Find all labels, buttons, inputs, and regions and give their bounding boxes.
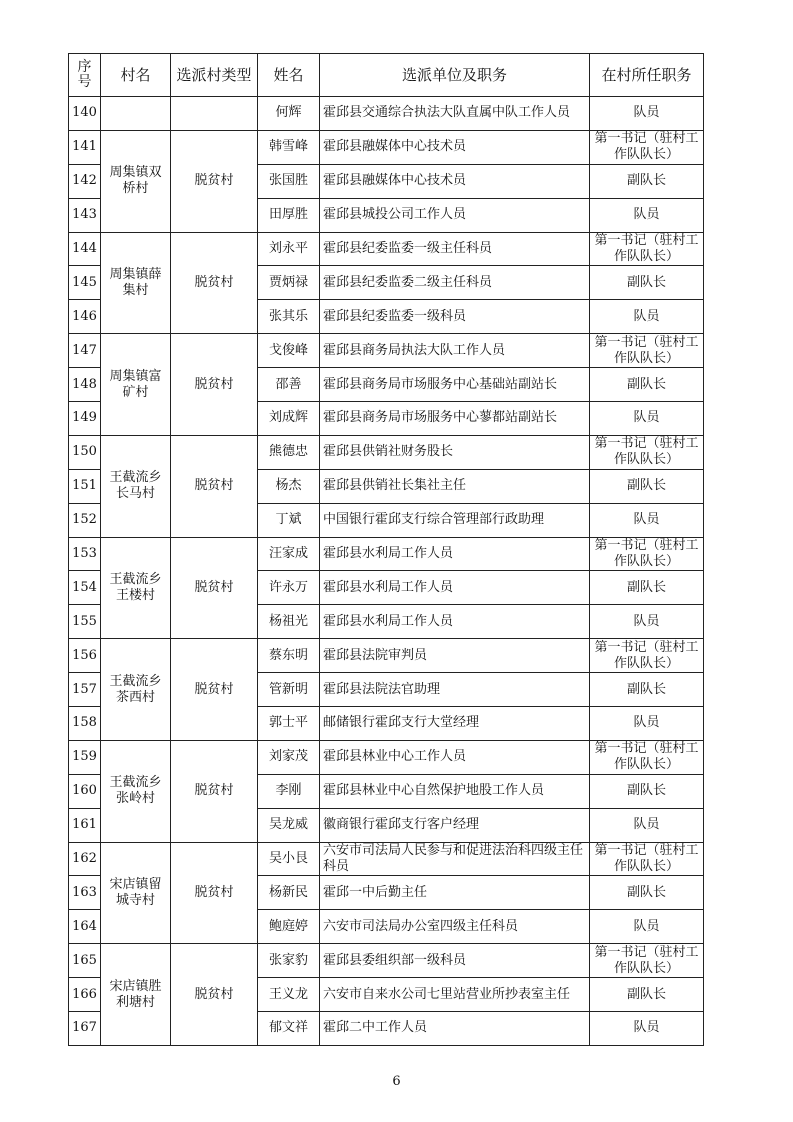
row-index: 162 — [69, 842, 101, 876]
row-index: 141 — [69, 130, 101, 164]
village-post: 副队长 — [590, 774, 704, 808]
village-post: 副队长 — [590, 266, 704, 300]
row-index: 151 — [69, 469, 101, 503]
dispatch-unit: 霍邱县供销社财务股长 — [320, 435, 590, 469]
row-index: 163 — [69, 876, 101, 910]
row-index: 161 — [69, 808, 101, 842]
person-name: 蔡东明 — [258, 639, 320, 673]
village-name: 王截流乡长马村 — [101, 435, 171, 537]
row-index: 158 — [69, 707, 101, 741]
village-post: 队员 — [590, 300, 704, 334]
table-row — [69, 435, 704, 469]
village-post: 队员 — [590, 910, 704, 944]
row-index: 153 — [69, 537, 101, 571]
village-post: 副队长 — [590, 876, 704, 910]
person-name: 郁文祥 — [258, 1012, 320, 1046]
table-row — [69, 130, 704, 164]
person-name: 张家豹 — [258, 944, 320, 978]
dispatch-unit: 霍邱县林业中心自然保护地股工作人员 — [320, 774, 590, 808]
dispatch-unit: 霍邱县水利局工作人员 — [320, 537, 590, 571]
row-index: 159 — [69, 740, 101, 774]
table-row — [69, 97, 704, 131]
dispatch-unit: 中国银行霍邱支行综合管理部行政助理 — [320, 503, 590, 537]
table-row — [69, 537, 704, 571]
row-index: 145 — [69, 266, 101, 300]
header-index: 序号 — [69, 54, 101, 97]
row-index: 146 — [69, 300, 101, 334]
dispatch-unit: 霍邱县纪委监委一级科员 — [320, 300, 590, 334]
dispatch-unit: 霍邱县水利局工作人员 — [320, 605, 590, 639]
dispatch-unit: 霍邱县纪委监委二级主任科员 — [320, 266, 590, 300]
dispatch-unit: 霍邱县融媒体中心技术员 — [320, 164, 590, 198]
village-name: 周集镇富矿村 — [101, 334, 171, 436]
village-post: 队员 — [590, 1012, 704, 1046]
village-post: 第一书记（驻村工作队队长） — [590, 334, 704, 368]
person-name: 张国胜 — [258, 164, 320, 198]
person-name: 刘成辉 — [258, 402, 320, 436]
header-type: 选派村类型 — [171, 54, 258, 97]
person-name: 贾炳禄 — [258, 266, 320, 300]
dispatch-unit: 霍邱一中后勤主任 — [320, 876, 590, 910]
dispatch-unit: 霍邱二中工作人员 — [320, 1012, 590, 1046]
row-index: 157 — [69, 673, 101, 707]
dispatch-unit: 邮储银行霍邱支行大堂经理 — [320, 707, 590, 741]
village-type: 脱贫村 — [171, 334, 258, 436]
row-index: 152 — [69, 503, 101, 537]
village-post: 队员 — [590, 97, 704, 131]
dispatch-unit: 霍邱县林业中心工作人员 — [320, 740, 590, 774]
person-name: 韩雪峰 — [258, 130, 320, 164]
person-name: 何辉 — [258, 97, 320, 131]
row-index: 166 — [69, 978, 101, 1012]
person-name: 杨祖光 — [258, 605, 320, 639]
personnel-table — [68, 53, 704, 1046]
village-name: 宋店镇胜利塘村 — [101, 944, 171, 1046]
dispatch-unit: 霍邱县商务局执法大队工作人员 — [320, 334, 590, 368]
dispatch-unit: 六安市自来水公司七里站营业所抄表室主任 — [320, 978, 590, 1012]
village-name: 王截流乡茶西村 — [101, 639, 171, 741]
person-name: 杨杰 — [258, 469, 320, 503]
person-name: 鲍庭婷 — [258, 910, 320, 944]
dispatch-unit: 霍邱县交通综合执法大队直属中队工作人员 — [320, 97, 590, 131]
row-index: 164 — [69, 910, 101, 944]
table-row — [69, 740, 704, 774]
table-row — [69, 944, 704, 978]
dispatch-unit: 霍邱县水利局工作人员 — [320, 571, 590, 605]
village-type: 脱贫村 — [171, 740, 258, 842]
table-row — [69, 842, 704, 876]
person-name: 丁斌 — [258, 503, 320, 537]
village-type: 脱贫村 — [171, 537, 258, 639]
header-name: 姓名 — [258, 54, 320, 97]
village-post: 队员 — [590, 402, 704, 436]
person-name: 刘永平 — [258, 232, 320, 266]
row-index: 148 — [69, 368, 101, 402]
person-name: 管新明 — [258, 673, 320, 707]
village-post: 第一书记（驻村工作队队长） — [590, 130, 704, 164]
row-index: 149 — [69, 402, 101, 436]
table-row — [69, 232, 704, 266]
village-post: 队员 — [590, 605, 704, 639]
village-name — [101, 97, 171, 131]
village-type: 脱贫村 — [171, 435, 258, 537]
person-name: 郭士平 — [258, 707, 320, 741]
village-type: 脱贫村 — [171, 944, 258, 1046]
row-index: 156 — [69, 639, 101, 673]
dispatch-unit: 霍邱县融媒体中心技术员 — [320, 130, 590, 164]
dispatch-unit: 霍邱县委组织部一级科员 — [320, 944, 590, 978]
person-name: 刘家茂 — [258, 740, 320, 774]
village-post: 队员 — [590, 198, 704, 232]
village-post: 第一书记（驻村工作队队长） — [590, 842, 704, 876]
person-name: 李刚 — [258, 774, 320, 808]
village-post: 副队长 — [590, 164, 704, 198]
header-unit: 选派单位及职务 — [320, 54, 590, 97]
dispatch-unit: 六安市司法局办公室四级主任科员 — [320, 910, 590, 944]
row-index: 155 — [69, 605, 101, 639]
dispatch-unit: 六安市司法局人民参与和促进法治科四级主任科员 — [320, 842, 590, 876]
header-village: 村名 — [101, 54, 171, 97]
village-post: 第一书记（驻村工作队队长） — [590, 740, 704, 774]
village-type: 脱贫村 — [171, 842, 258, 944]
page-number: 6 — [392, 1074, 401, 1089]
village-type: 脱贫村 — [171, 232, 258, 334]
row-index: 167 — [69, 1012, 101, 1046]
village-name: 周集镇薛集村 — [101, 232, 171, 334]
table-row — [69, 334, 704, 368]
village-post: 第一书记（驻村工作队队长） — [590, 232, 704, 266]
person-name: 王义龙 — [258, 978, 320, 1012]
dispatch-unit: 霍邱县城投公司工作人员 — [320, 198, 590, 232]
dispatch-unit: 霍邱县法院法官助理 — [320, 673, 590, 707]
person-name: 张其乐 — [258, 300, 320, 334]
person-name: 田厚胜 — [258, 198, 320, 232]
row-index: 150 — [69, 435, 101, 469]
village-post: 队员 — [590, 503, 704, 537]
village-name: 宋店镇留城寺村 — [101, 842, 171, 944]
village-post: 队员 — [590, 707, 704, 741]
village-type: 脱贫村 — [171, 130, 258, 232]
person-name: 杨新民 — [258, 876, 320, 910]
row-index: 147 — [69, 334, 101, 368]
person-name: 汪家成 — [258, 537, 320, 571]
dispatch-unit: 徽商银行霍邱支行客户经理 — [320, 808, 590, 842]
dispatch-unit: 霍邱县商务局市场服务中心基础站副站长 — [320, 368, 590, 402]
person-name: 吴龙威 — [258, 808, 320, 842]
person-name: 邵善 — [258, 368, 320, 402]
village-post: 第一书记（驻村工作队队长） — [590, 639, 704, 673]
row-index: 140 — [69, 97, 101, 131]
village-post: 副队长 — [590, 673, 704, 707]
village-post: 副队长 — [590, 978, 704, 1012]
row-index: 160 — [69, 774, 101, 808]
village-post: 队员 — [590, 808, 704, 842]
person-name: 戈俊峰 — [258, 334, 320, 368]
village-name: 王截流乡张岭村 — [101, 740, 171, 842]
village-name: 王截流乡王楼村 — [101, 537, 171, 639]
village-post: 第一书记（驻村工作队队长） — [590, 944, 704, 978]
row-index: 144 — [69, 232, 101, 266]
table-body — [69, 97, 704, 1046]
village-post: 第一书记（驻村工作队队长） — [590, 537, 704, 571]
village-type: 脱贫村 — [171, 639, 258, 741]
row-index: 142 — [69, 164, 101, 198]
row-index: 165 — [69, 944, 101, 978]
table-row — [69, 639, 704, 673]
person-name: 许永万 — [258, 571, 320, 605]
dispatch-unit: 霍邱县供销社长集社主任 — [320, 469, 590, 503]
village-type — [171, 97, 258, 131]
row-index: 154 — [69, 571, 101, 605]
dispatch-unit: 霍邱县商务局市场服务中心蓼都站副站长 — [320, 402, 590, 436]
village-post: 副队长 — [590, 368, 704, 402]
header-post: 在村所任职务 — [590, 54, 704, 97]
header-row — [69, 54, 704, 97]
dispatch-unit: 霍邱县纪委监委一级主任科员 — [320, 232, 590, 266]
person-name: 吴小艮 — [258, 842, 320, 876]
village-post: 第一书记（驻村工作队队长） — [590, 435, 704, 469]
row-index: 143 — [69, 198, 101, 232]
dispatch-unit: 霍邱县法院审判员 — [320, 639, 590, 673]
village-name: 周集镇双桥村 — [101, 130, 171, 232]
village-post: 副队长 — [590, 571, 704, 605]
person-name: 熊德忠 — [258, 435, 320, 469]
village-post: 副队长 — [590, 469, 704, 503]
